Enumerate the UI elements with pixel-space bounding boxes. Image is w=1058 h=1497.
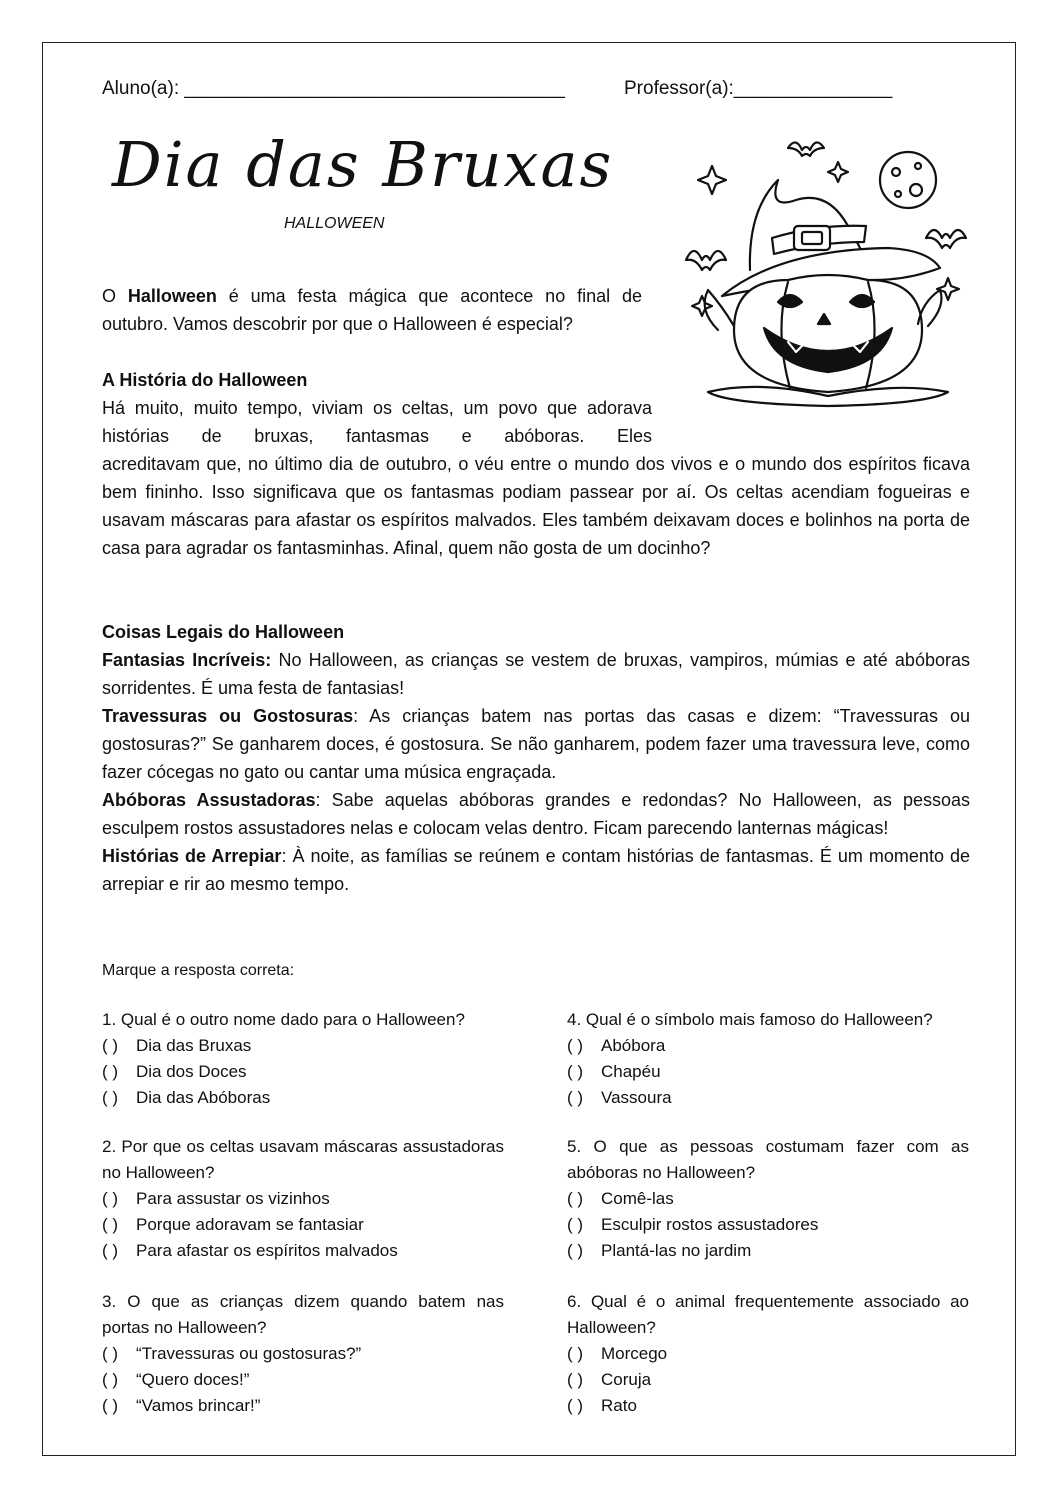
question-1	[102, 1007, 504, 1111]
answer-option[interactable]	[102, 1186, 504, 1212]
answer-checkbox[interactable]: ( )	[567, 1241, 584, 1260]
option-label: “Quero doces!”	[136, 1370, 250, 1389]
answer-option[interactable]	[567, 1393, 969, 1419]
option-label: Rato	[601, 1396, 637, 1415]
answer-option[interactable]	[102, 1085, 504, 1111]
answer-option[interactable]	[567, 1033, 969, 1059]
question-stem: 1. Qual é o outro nome dado para o Halloween?	[102, 1010, 465, 1029]
answer-checkbox[interactable]: ( )	[567, 1088, 584, 1107]
answer-option[interactable]	[567, 1341, 969, 1367]
option-label: Morcego	[601, 1344, 668, 1363]
answer-checkbox[interactable]: ( )	[567, 1396, 584, 1415]
answer-option[interactable]	[567, 1085, 969, 1111]
answer-checkbox[interactable]: ( )	[102, 1241, 119, 1260]
history-heading: A História do Halloween	[102, 370, 308, 390]
answer-option[interactable]	[567, 1212, 969, 1238]
cool-item-text: : As crianças batem nas portas das casas e dizem: “Travessuras ou gostosuras?” Se ganharem doces, é gostosura. Se não ganharem, podem fazer uma travessura leve, como fazer cócegas no gato ou cantar uma música engraçada.	[102, 706, 970, 782]
answer-option[interactable]	[102, 1367, 504, 1393]
cool-item-text: : Sabe aquelas abóboras grandes e redondas? No Halloween, as pessoas esculpem rostos assustadores nelas e colocam velas dentro. Ficam parecendo lanternas mágicas!	[102, 790, 970, 838]
answer-checkbox[interactable]: ( )	[102, 1062, 119, 1081]
cool-item-title: Histórias de Arrepiar	[102, 846, 282, 866]
answer-checkbox[interactable]: ( )	[567, 1370, 584, 1389]
cool-item	[102, 786, 970, 842]
history-paragraph-start: Há muito, muito tempo, viviam os celtas, um povo que adorava histórias de bruxas, fantasmas e abóboras. Eles	[102, 398, 652, 446]
answer-option[interactable]	[102, 1393, 504, 1419]
question-stem: 3. O que as crianças dizem quando batem nas portas no Halloween?	[102, 1292, 504, 1337]
option-label: “Travessuras ou gostosuras?”	[136, 1344, 362, 1363]
question-stem: 4. Qual é o símbolo mais famoso do Halloween?	[567, 1010, 933, 1029]
option-label: Chapéu	[601, 1062, 661, 1081]
answer-checkbox[interactable]: ( )	[102, 1088, 119, 1107]
cool-item-title: Abóboras Assustadoras	[102, 790, 316, 810]
history-paragraph-rest: acreditavam que, no último dia de outubro, o véu entre o mundo dos vivos e o mundo dos espíritos ficava bem fininho. Isso significava que os fantasmas podiam passear por aí. Os celtas acendiam fogueiras e usavam máscaras para afastar os espíritos malvados. Eles também deixavam doces e bolinhos na porta de casa para agradar os fantasminhas. Afinal, quem não gosta de um docinho?	[102, 454, 970, 558]
answer-checkbox[interactable]: ( )	[102, 1344, 119, 1363]
answer-checkbox[interactable]: ( )	[567, 1215, 584, 1234]
page-title: Dia das Bruxas	[112, 128, 614, 201]
option-label: Dia das Bruxas	[136, 1036, 252, 1055]
option-label: Para afastar os espíritos malvados	[136, 1241, 398, 1260]
answer-checkbox[interactable]: ( )	[102, 1189, 119, 1208]
option-label: Comê-las	[601, 1189, 674, 1208]
cool-item	[102, 842, 970, 898]
header	[102, 78, 893, 100]
answer-checkbox[interactable]: ( )	[102, 1215, 119, 1234]
answer-option[interactable]	[567, 1238, 969, 1264]
cool-item	[102, 646, 970, 702]
option-label: Dia das Abóboras	[136, 1088, 271, 1107]
answer-option[interactable]	[102, 1341, 504, 1367]
cool-item-text: : À noite, as famílias se reúnem e contam histórias de fantasmas. É um momento de arrepiar e rir ao mesmo tempo.	[102, 846, 970, 894]
cool-item-title: Fantasias Incríveis:	[102, 650, 272, 670]
answer-option[interactable]	[567, 1059, 969, 1085]
question-2	[102, 1134, 504, 1264]
student-name-field[interactable]: Aluno(a): ____________________________________	[102, 78, 565, 99]
question-4	[567, 1007, 969, 1111]
answer-option[interactable]	[567, 1186, 969, 1212]
question-stem: 2. Por que os celtas usavam máscaras assustadoras no Halloween?	[102, 1137, 504, 1182]
option-label: Coruja	[601, 1370, 652, 1389]
answer-checkbox[interactable]: ( )	[102, 1036, 119, 1055]
option-label: Dia dos Doces	[136, 1062, 247, 1081]
question-6	[567, 1289, 969, 1419]
option-label: Para assustar os vizinhos	[136, 1189, 330, 1208]
instruction: Marque a resposta correta:	[102, 962, 295, 979]
option-label: Abóbora	[601, 1036, 666, 1055]
option-label: Vassoura	[601, 1088, 672, 1107]
question-3	[102, 1289, 504, 1419]
option-label: Porque adoravam se fantasiar	[136, 1215, 364, 1234]
option-label: “Vamos brincar!”	[136, 1396, 261, 1415]
question-stem: 5. O que as pessoas costumam fazer com as abóboras no Halloween?	[567, 1137, 969, 1182]
answer-option[interactable]	[102, 1238, 504, 1264]
answer-option[interactable]	[102, 1212, 504, 1238]
teacher-name-field[interactable]: Professor(a):_______________	[624, 78, 893, 99]
intro-paragraph	[102, 282, 642, 338]
answer-option[interactable]	[102, 1059, 504, 1085]
intro-rest: é uma festa mágica que acontece no final de outubro. Vamos descobrir por que o Halloween é especial?	[102, 286, 642, 334]
cool-things-section	[102, 618, 970, 898]
cool-item	[102, 702, 970, 786]
answer-checkbox[interactable]: ( )	[567, 1062, 584, 1081]
answer-checkbox[interactable]: ( )	[102, 1370, 119, 1389]
question-5	[567, 1134, 969, 1264]
answer-checkbox[interactable]: ( )	[102, 1396, 119, 1415]
answer-option[interactable]	[567, 1367, 969, 1393]
option-label: Plantá-las no jardim	[601, 1241, 752, 1260]
pumpkin-witch-hat-illustration	[678, 130, 974, 410]
answer-checkbox[interactable]: ( )	[567, 1344, 584, 1363]
cool-things-heading: Coisas Legais do Halloween	[102, 622, 345, 642]
page-subtitle: HALLOWEEN	[284, 215, 385, 232]
intro-prefix: O	[102, 286, 128, 306]
cool-item-text: No Halloween, as crianças se vestem de bruxas, vampiros, múmias e até abóboras sorridentes. É uma festa de fantasias!	[102, 650, 970, 698]
question-stem: 6. Qual é o animal frequentemente associado ao Halloween?	[567, 1292, 969, 1337]
answer-checkbox[interactable]: ( )	[567, 1036, 584, 1055]
intro-bold: Halloween	[127, 286, 217, 306]
cool-item-title: Travessuras ou Gostosuras	[102, 706, 354, 726]
answer-option[interactable]	[102, 1033, 504, 1059]
option-label: Esculpir rostos assustadores	[601, 1215, 819, 1234]
answer-checkbox[interactable]: ( )	[567, 1189, 584, 1208]
